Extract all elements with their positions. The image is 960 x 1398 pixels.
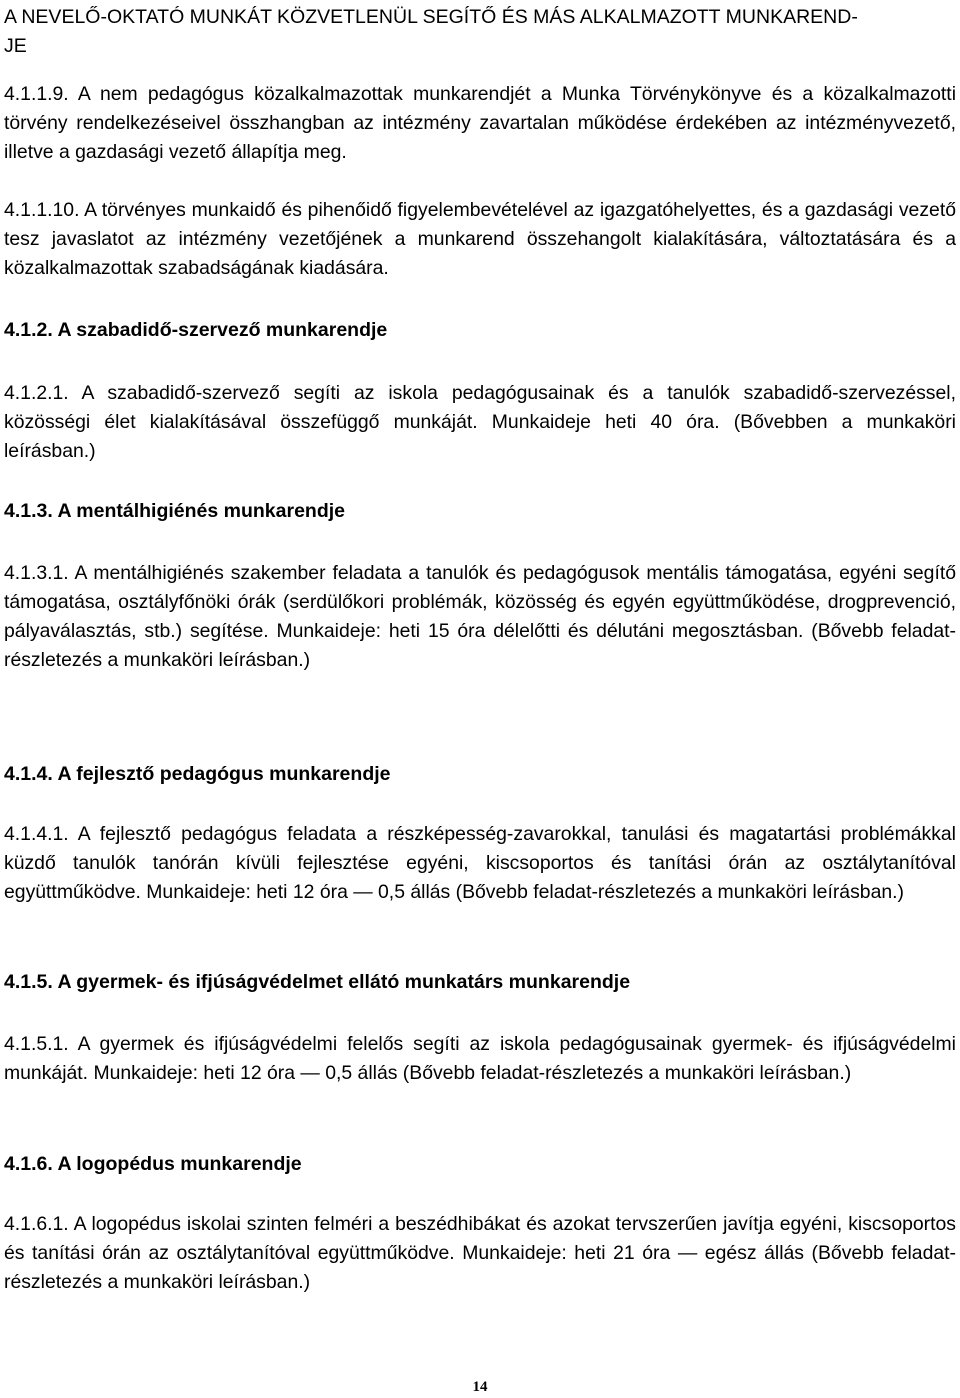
page-number: 14 [472, 1379, 488, 1395]
section-title-4-1-2: 4.1.2. A szabadidő-szervező munkarendje [4, 319, 388, 341]
section-body-4-1-2: 4.1.2.1. A szabadidő-szervező segíti az iskola pedagógusainak és a tanulók szabadidő-szervezéssel, közösségi élet kialakításával összefüggő munkáját. Munkaideje heti 40 óra. (Bővebben a munkaköri leírásban.) [4, 382, 956, 462]
section-body-4-1-5: 4.1.5.1. A gyermek és ifjúságvédelmi felelős segíti az iskola pedagógusainak gyermek- és ifjúságvédelmi munkáját. Munkaideje: heti 12 óra — 0,5 állás (Bővebb feladat-részletezés a munkaköri leírásban.) [4, 1033, 956, 1084]
document-page [4, 0, 956, 1398]
section-title-4-1-5: 4.1.5. A gyermek- és ifjúságvédelmet ellátó munkatárs munkarendje [4, 971, 631, 993]
section-title-4-1-3: 4.1.3. A mentálhigiénés munkarendje [4, 500, 346, 522]
document-heading-line1: A NEVELŐ-OKTATÓ MUNKÁT KÖZVETLENÜL SEGÍTŐ ÉS MÁS ALKALMAZOTT MUNKAREND- [4, 6, 858, 28]
document-heading [4, 3, 956, 61]
section-title-4-1-6: 4.1.6. A logopédus munkarendje [4, 1153, 302, 1175]
section-title-4-1-4: 4.1.4. A fejlesztő pedagógus munkarendje [4, 763, 391, 785]
section-body-4-1-6: 4.1.6.1. A logopédus iskolai szinten felméri a beszédhibákat és azokat tervszerűen javítja egyéni, kiscsoportos és tanítási órán az osztálytanítóval együttműködve. Munkaideje: heti 21 óra — egész állás (Bővebb feladat-részletezés a munkaköri leírásban.) [4, 1213, 956, 1293]
paragraph-4-1-1-10: 4.1.1.10. A törvényes munkaidő és pihenőidő figyelembevételével az igazgatóhelyettes, és a gazdasági vezető tesz javaslatot az intézmény vezetőjének a munkarend összehangolt kialakítására, változtatására és a közalkalmazottak szabadságának kiadására. [4, 199, 956, 279]
section-body-4-1-3: 4.1.3.1. A mentálhigiénés szakember feladata a tanulók és pedagógusok mentális támogatása, egyéni segítő támogatása, osztályfőnöki órák (serdülőkori problémák, közösség és egyén együttműködése, drogprevenció, pályaválasztás, stb.) segítése. Munkaideje: heti 15 óra délelőtti és délutáni megosztásban. (Bővebb feladat-részletezés a munkaköri leírásban.) [4, 562, 956, 671]
paragraph-4-1-1-9: 4.1.1.9. A nem pedagógus közalkalmazottak munkarendjét a Munka Törvénykönyve és a közalkalmazotti törvény rendelkezéseivel összhangban az intézmény zavartalan működése érdekében az intézményvezető, illetve a gazdasági vezető állapítja meg. [4, 83, 956, 163]
document-heading-line2: JE [4, 35, 27, 57]
section-body-4-1-4: 4.1.4.1. A fejlesztő pedagógus feladata a részképesség-zavarokkal, tanulási és magatartási problémákkal küzdő tanulók tanórán kívüli fejlesztése egyéni, kiscsoportos és tanítási órán az osztálytanítóval együttműködve. Munkaideje: heti 12 óra — 0,5 állás (Bővebb feladat-részletezés a munkaköri leírásban.) [4, 823, 956, 903]
